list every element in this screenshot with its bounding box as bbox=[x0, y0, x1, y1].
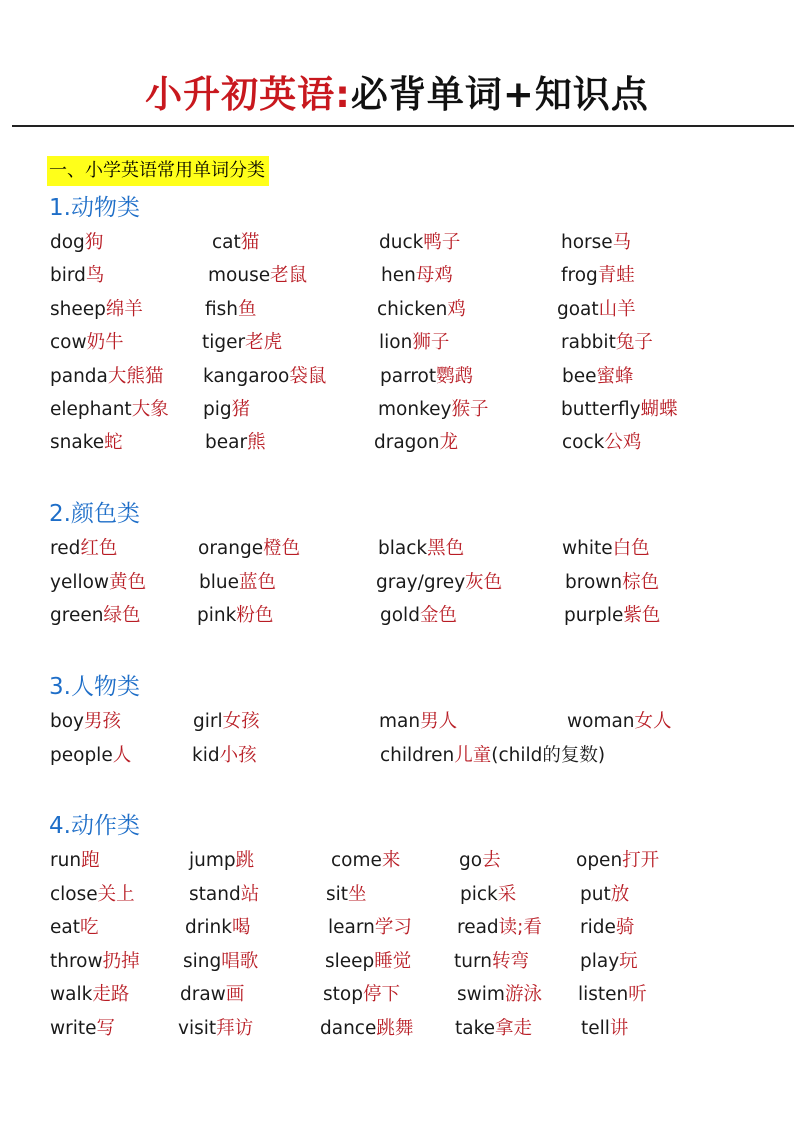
word-english: gray/grey bbox=[376, 572, 466, 593]
word-chinese: 蝴蝶 bbox=[640, 399, 678, 420]
word-chinese: 老虎 bbox=[245, 332, 283, 353]
word-english: horse bbox=[561, 232, 613, 253]
word-english: people bbox=[50, 745, 113, 766]
word-chinese: 山羊 bbox=[598, 299, 636, 320]
word-english: throw bbox=[50, 951, 103, 972]
word-chinese: 蛇 bbox=[104, 432, 123, 453]
word-english: frog bbox=[561, 265, 598, 286]
word-item bbox=[50, 709, 121, 735]
word-item bbox=[376, 570, 502, 596]
word-english: parrot bbox=[380, 366, 437, 387]
word-item bbox=[50, 397, 169, 423]
word-english: white bbox=[562, 538, 613, 559]
word-item bbox=[326, 882, 367, 908]
word-english: dragon bbox=[374, 432, 440, 453]
word-chinese: 游泳 bbox=[504, 984, 542, 1005]
word-chinese: 吃 bbox=[79, 917, 99, 938]
word-chinese: 龙 bbox=[439, 432, 458, 453]
word-chinese: 蜜蜂 bbox=[596, 366, 634, 387]
word-item bbox=[567, 709, 672, 735]
word-item bbox=[185, 915, 250, 941]
word-item bbox=[50, 536, 117, 562]
word-english: mouse bbox=[208, 265, 271, 286]
word-chinese: 母鸡 bbox=[415, 265, 453, 286]
word-english: boy bbox=[50, 711, 85, 732]
word-item bbox=[50, 915, 99, 941]
word-item bbox=[454, 949, 529, 975]
word-chinese: 灰色 bbox=[465, 572, 503, 593]
word-english: learn bbox=[328, 917, 375, 938]
word-english: green bbox=[50, 605, 104, 626]
word-chinese: 粉色 bbox=[236, 605, 274, 626]
category-title-people: 3.人物类 bbox=[49, 674, 140, 700]
word-item bbox=[192, 743, 257, 769]
word-english: orange bbox=[198, 538, 264, 559]
word-item bbox=[208, 263, 307, 289]
word-item bbox=[189, 882, 259, 908]
word-english: sleep bbox=[325, 951, 375, 972]
word-chinese: 袋鼠 bbox=[289, 366, 327, 387]
word-chinese: 大熊猫 bbox=[107, 366, 164, 387]
word-item bbox=[374, 430, 458, 456]
word-chinese: 猪 bbox=[231, 399, 251, 420]
word-chinese: 老鼠 bbox=[270, 265, 308, 286]
word-item bbox=[459, 848, 501, 874]
section-heading: 一、小学英语常用单词分类 bbox=[47, 156, 269, 186]
word-item bbox=[50, 982, 129, 1008]
word-english: take bbox=[455, 1018, 496, 1039]
word-chinese: 学习 bbox=[374, 917, 412, 938]
word-item bbox=[193, 709, 260, 735]
word-english: monkey bbox=[378, 399, 452, 420]
word-item bbox=[561, 230, 631, 256]
word-chinese: 兔子 bbox=[615, 332, 653, 353]
word-chinese: 走路 bbox=[92, 984, 130, 1005]
word-chinese: 男孩 bbox=[84, 711, 122, 732]
word-item bbox=[562, 536, 650, 562]
word-item bbox=[564, 603, 660, 629]
word-english: read bbox=[457, 917, 499, 938]
word-english: kid bbox=[192, 745, 220, 766]
word-chinese: 青蛙 bbox=[597, 265, 635, 286]
word-english: stand bbox=[189, 884, 241, 905]
word-english: bee bbox=[562, 366, 597, 387]
word-english: listen bbox=[578, 984, 629, 1005]
word-item bbox=[205, 430, 266, 456]
word-english: gold bbox=[380, 605, 420, 626]
word-item bbox=[328, 915, 412, 941]
word-item bbox=[199, 570, 276, 596]
word-chinese: 读;看 bbox=[498, 917, 542, 938]
word-english: dance bbox=[320, 1018, 377, 1039]
word-item bbox=[180, 982, 244, 1008]
word-english: black bbox=[378, 538, 428, 559]
word-english: sing bbox=[183, 951, 222, 972]
word-chinese: 鸡 bbox=[447, 299, 466, 320]
word-item bbox=[460, 882, 516, 908]
word-item bbox=[379, 230, 460, 256]
word-english: run bbox=[50, 850, 82, 871]
word-english: red bbox=[50, 538, 81, 559]
word-item bbox=[50, 570, 146, 596]
word-item bbox=[561, 263, 635, 289]
word-english: cat bbox=[212, 232, 241, 253]
word-item bbox=[455, 1016, 532, 1042]
word-item bbox=[581, 1016, 628, 1042]
word-item bbox=[212, 230, 259, 256]
word-item bbox=[561, 330, 653, 356]
word-chinese: 红色 bbox=[80, 538, 118, 559]
word-english: kangaroo bbox=[203, 366, 290, 387]
word-item bbox=[323, 982, 400, 1008]
category-title-animals: 1.动物类 bbox=[49, 195, 140, 221]
word-item bbox=[561, 397, 678, 423]
word-english: cock bbox=[562, 432, 605, 453]
word-english: rabbit bbox=[561, 332, 616, 353]
word-english: play bbox=[580, 951, 620, 972]
word-english: hen bbox=[381, 265, 416, 286]
word-chinese: 写 bbox=[96, 1018, 116, 1039]
word-item bbox=[380, 364, 473, 390]
word-english: go bbox=[459, 850, 483, 871]
word-english: children bbox=[380, 745, 455, 766]
word-english: stop bbox=[323, 984, 363, 1005]
word-item bbox=[203, 397, 250, 423]
word-english: lion bbox=[379, 332, 413, 353]
word-english: swim bbox=[457, 984, 505, 1005]
word-chinese: 鱼 bbox=[238, 299, 257, 320]
word-english: fish bbox=[205, 299, 239, 320]
word-item bbox=[178, 1016, 253, 1042]
word-item bbox=[189, 848, 254, 874]
word-english: chicken bbox=[377, 299, 448, 320]
word-chinese: 蓝色 bbox=[239, 572, 277, 593]
word-chinese: 讲 bbox=[609, 1018, 629, 1039]
word-item bbox=[50, 263, 104, 289]
word-item bbox=[50, 230, 103, 256]
word-english: purple bbox=[564, 605, 624, 626]
word-chinese: 拜访 bbox=[216, 1018, 254, 1039]
word-item bbox=[183, 949, 258, 975]
category-title-actions: 4.动作类 bbox=[49, 813, 140, 839]
word-chinese: 鸟 bbox=[85, 265, 105, 286]
word-item bbox=[562, 430, 641, 456]
word-item bbox=[381, 263, 453, 289]
word-chinese: 鸭子 bbox=[423, 232, 461, 253]
word-chinese: 拿走 bbox=[495, 1018, 533, 1039]
word-chinese: 人 bbox=[112, 745, 132, 766]
word-english: sheep bbox=[50, 299, 106, 320]
word-english: goat bbox=[557, 299, 599, 320]
word-chinese: 坐 bbox=[348, 884, 367, 905]
word-item bbox=[202, 330, 282, 356]
word-english: butterfly bbox=[561, 399, 641, 420]
word-english: tell bbox=[581, 1018, 610, 1039]
word-item bbox=[562, 364, 634, 390]
word-item bbox=[331, 848, 400, 874]
word-chinese: 白色 bbox=[612, 538, 650, 559]
word-chinese: 画 bbox=[225, 984, 245, 1005]
word-chinese: 绿色 bbox=[103, 605, 141, 626]
word-english: bear bbox=[205, 432, 248, 453]
word-chinese: 采 bbox=[497, 884, 517, 905]
word-item bbox=[205, 297, 257, 323]
word-item bbox=[576, 848, 659, 874]
word-chinese: 棕色 bbox=[622, 572, 660, 593]
word-item bbox=[198, 536, 300, 562]
word-english: tiger bbox=[202, 332, 246, 353]
word-chinese: 唱歌 bbox=[221, 951, 259, 972]
word-item bbox=[50, 743, 131, 769]
word-english: ride bbox=[580, 917, 616, 938]
word-chinese: 橙色 bbox=[263, 538, 301, 559]
word-english: elephant bbox=[50, 399, 132, 420]
word-chinese: 睡觉 bbox=[374, 951, 412, 972]
word-english: bird bbox=[50, 265, 86, 286]
word-english: cow bbox=[50, 332, 87, 353]
word-item bbox=[580, 882, 629, 908]
word-chinese: 黄色 bbox=[109, 572, 147, 593]
word-chinese: 公鸡 bbox=[604, 432, 642, 453]
word-item bbox=[320, 1016, 413, 1042]
word-chinese: 骑 bbox=[615, 917, 635, 938]
word-item bbox=[50, 1016, 115, 1042]
word-chinese: 男人 bbox=[420, 711, 458, 732]
word-chinese: 跳 bbox=[235, 850, 255, 871]
word-english: pick bbox=[460, 884, 498, 905]
word-item bbox=[379, 330, 449, 356]
word-item bbox=[557, 297, 636, 323]
word-item bbox=[50, 848, 100, 874]
word-item bbox=[380, 603, 457, 629]
word-english: pig bbox=[203, 399, 232, 420]
word-english: visit bbox=[178, 1018, 217, 1039]
word-english: blue bbox=[199, 572, 239, 593]
word-chinese: 来 bbox=[381, 850, 401, 871]
word-chinese: 跳舞 bbox=[376, 1018, 414, 1039]
word-item bbox=[197, 603, 273, 629]
word-item bbox=[378, 397, 488, 423]
word-chinese: 站 bbox=[240, 884, 260, 905]
word-english: drink bbox=[185, 917, 232, 938]
word-item bbox=[379, 709, 457, 735]
word-english: brown bbox=[565, 572, 623, 593]
word-english: panda bbox=[50, 366, 108, 387]
word-english: yellow bbox=[50, 572, 110, 593]
word-note: (child的复数) bbox=[491, 745, 606, 766]
word-chinese: 打开 bbox=[622, 850, 660, 871]
word-chinese: 黑色 bbox=[427, 538, 465, 559]
page-title bbox=[0, 70, 794, 120]
word-item bbox=[50, 949, 140, 975]
word-item bbox=[377, 297, 466, 323]
word-chinese: 大象 bbox=[131, 399, 169, 420]
word-item bbox=[578, 982, 647, 1008]
word-item bbox=[50, 603, 140, 629]
word-chinese: 放 bbox=[610, 884, 630, 905]
word-chinese: 儿童 bbox=[454, 745, 492, 766]
word-chinese: 绵羊 bbox=[105, 299, 143, 320]
word-chinese: 转弯 bbox=[492, 951, 530, 972]
word-english: come bbox=[331, 850, 382, 871]
word-english: write bbox=[50, 1018, 97, 1039]
word-item bbox=[378, 536, 464, 562]
word-item bbox=[565, 570, 659, 596]
word-item bbox=[50, 882, 135, 908]
word-chinese: 扔掉 bbox=[102, 951, 140, 972]
word-english: draw bbox=[180, 984, 226, 1005]
word-chinese: 金色 bbox=[419, 605, 457, 626]
word-english: turn bbox=[454, 951, 492, 972]
word-chinese: 紫色 bbox=[623, 605, 661, 626]
word-chinese: 听 bbox=[628, 984, 647, 1005]
word-english: woman bbox=[567, 711, 635, 732]
word-chinese: 鹦鹉 bbox=[436, 366, 474, 387]
word-chinese: 停下 bbox=[362, 984, 400, 1005]
word-english: dog bbox=[50, 232, 85, 253]
word-chinese: 跑 bbox=[81, 850, 100, 871]
word-chinese: 马 bbox=[612, 232, 632, 253]
word-chinese: 玩 bbox=[619, 951, 638, 972]
word-english: girl bbox=[193, 711, 223, 732]
word-item bbox=[325, 949, 411, 975]
word-item bbox=[380, 743, 605, 769]
word-english: duck bbox=[379, 232, 424, 253]
word-item bbox=[203, 364, 326, 390]
word-chinese: 去 bbox=[482, 850, 501, 871]
page-title-red: 小升初英语: bbox=[145, 73, 351, 116]
word-english: put bbox=[580, 884, 611, 905]
word-english: walk bbox=[50, 984, 93, 1005]
title-divider bbox=[12, 125, 794, 127]
word-english: close bbox=[50, 884, 98, 905]
word-chinese: 喝 bbox=[231, 917, 251, 938]
word-item bbox=[50, 330, 124, 356]
word-chinese: 狗 bbox=[84, 232, 104, 253]
word-item bbox=[50, 430, 123, 456]
word-english: eat bbox=[50, 917, 80, 938]
word-chinese: 熊 bbox=[247, 432, 266, 453]
word-chinese: 狮子 bbox=[412, 332, 450, 353]
word-english: man bbox=[379, 711, 421, 732]
word-english: open bbox=[576, 850, 623, 871]
word-chinese: 小孩 bbox=[219, 745, 257, 766]
category-title-colors: 2.颜色类 bbox=[49, 501, 140, 527]
word-chinese: 猴子 bbox=[451, 399, 489, 420]
word-item bbox=[457, 915, 542, 941]
word-chinese: 女孩 bbox=[222, 711, 260, 732]
word-chinese: 猫 bbox=[240, 232, 260, 253]
word-item bbox=[457, 982, 542, 1008]
word-chinese: 奶牛 bbox=[86, 332, 124, 353]
word-english: sit bbox=[326, 884, 349, 905]
word-item bbox=[50, 297, 143, 323]
word-english: jump bbox=[189, 850, 236, 871]
word-item bbox=[50, 364, 163, 390]
word-english: snake bbox=[50, 432, 105, 453]
word-chinese: 女人 bbox=[634, 711, 672, 732]
word-item bbox=[580, 915, 634, 941]
word-english: pink bbox=[197, 605, 237, 626]
page-title-black: 必背单词+知识点 bbox=[350, 73, 649, 116]
word-chinese: 关上 bbox=[97, 884, 135, 905]
word-item bbox=[580, 949, 638, 975]
